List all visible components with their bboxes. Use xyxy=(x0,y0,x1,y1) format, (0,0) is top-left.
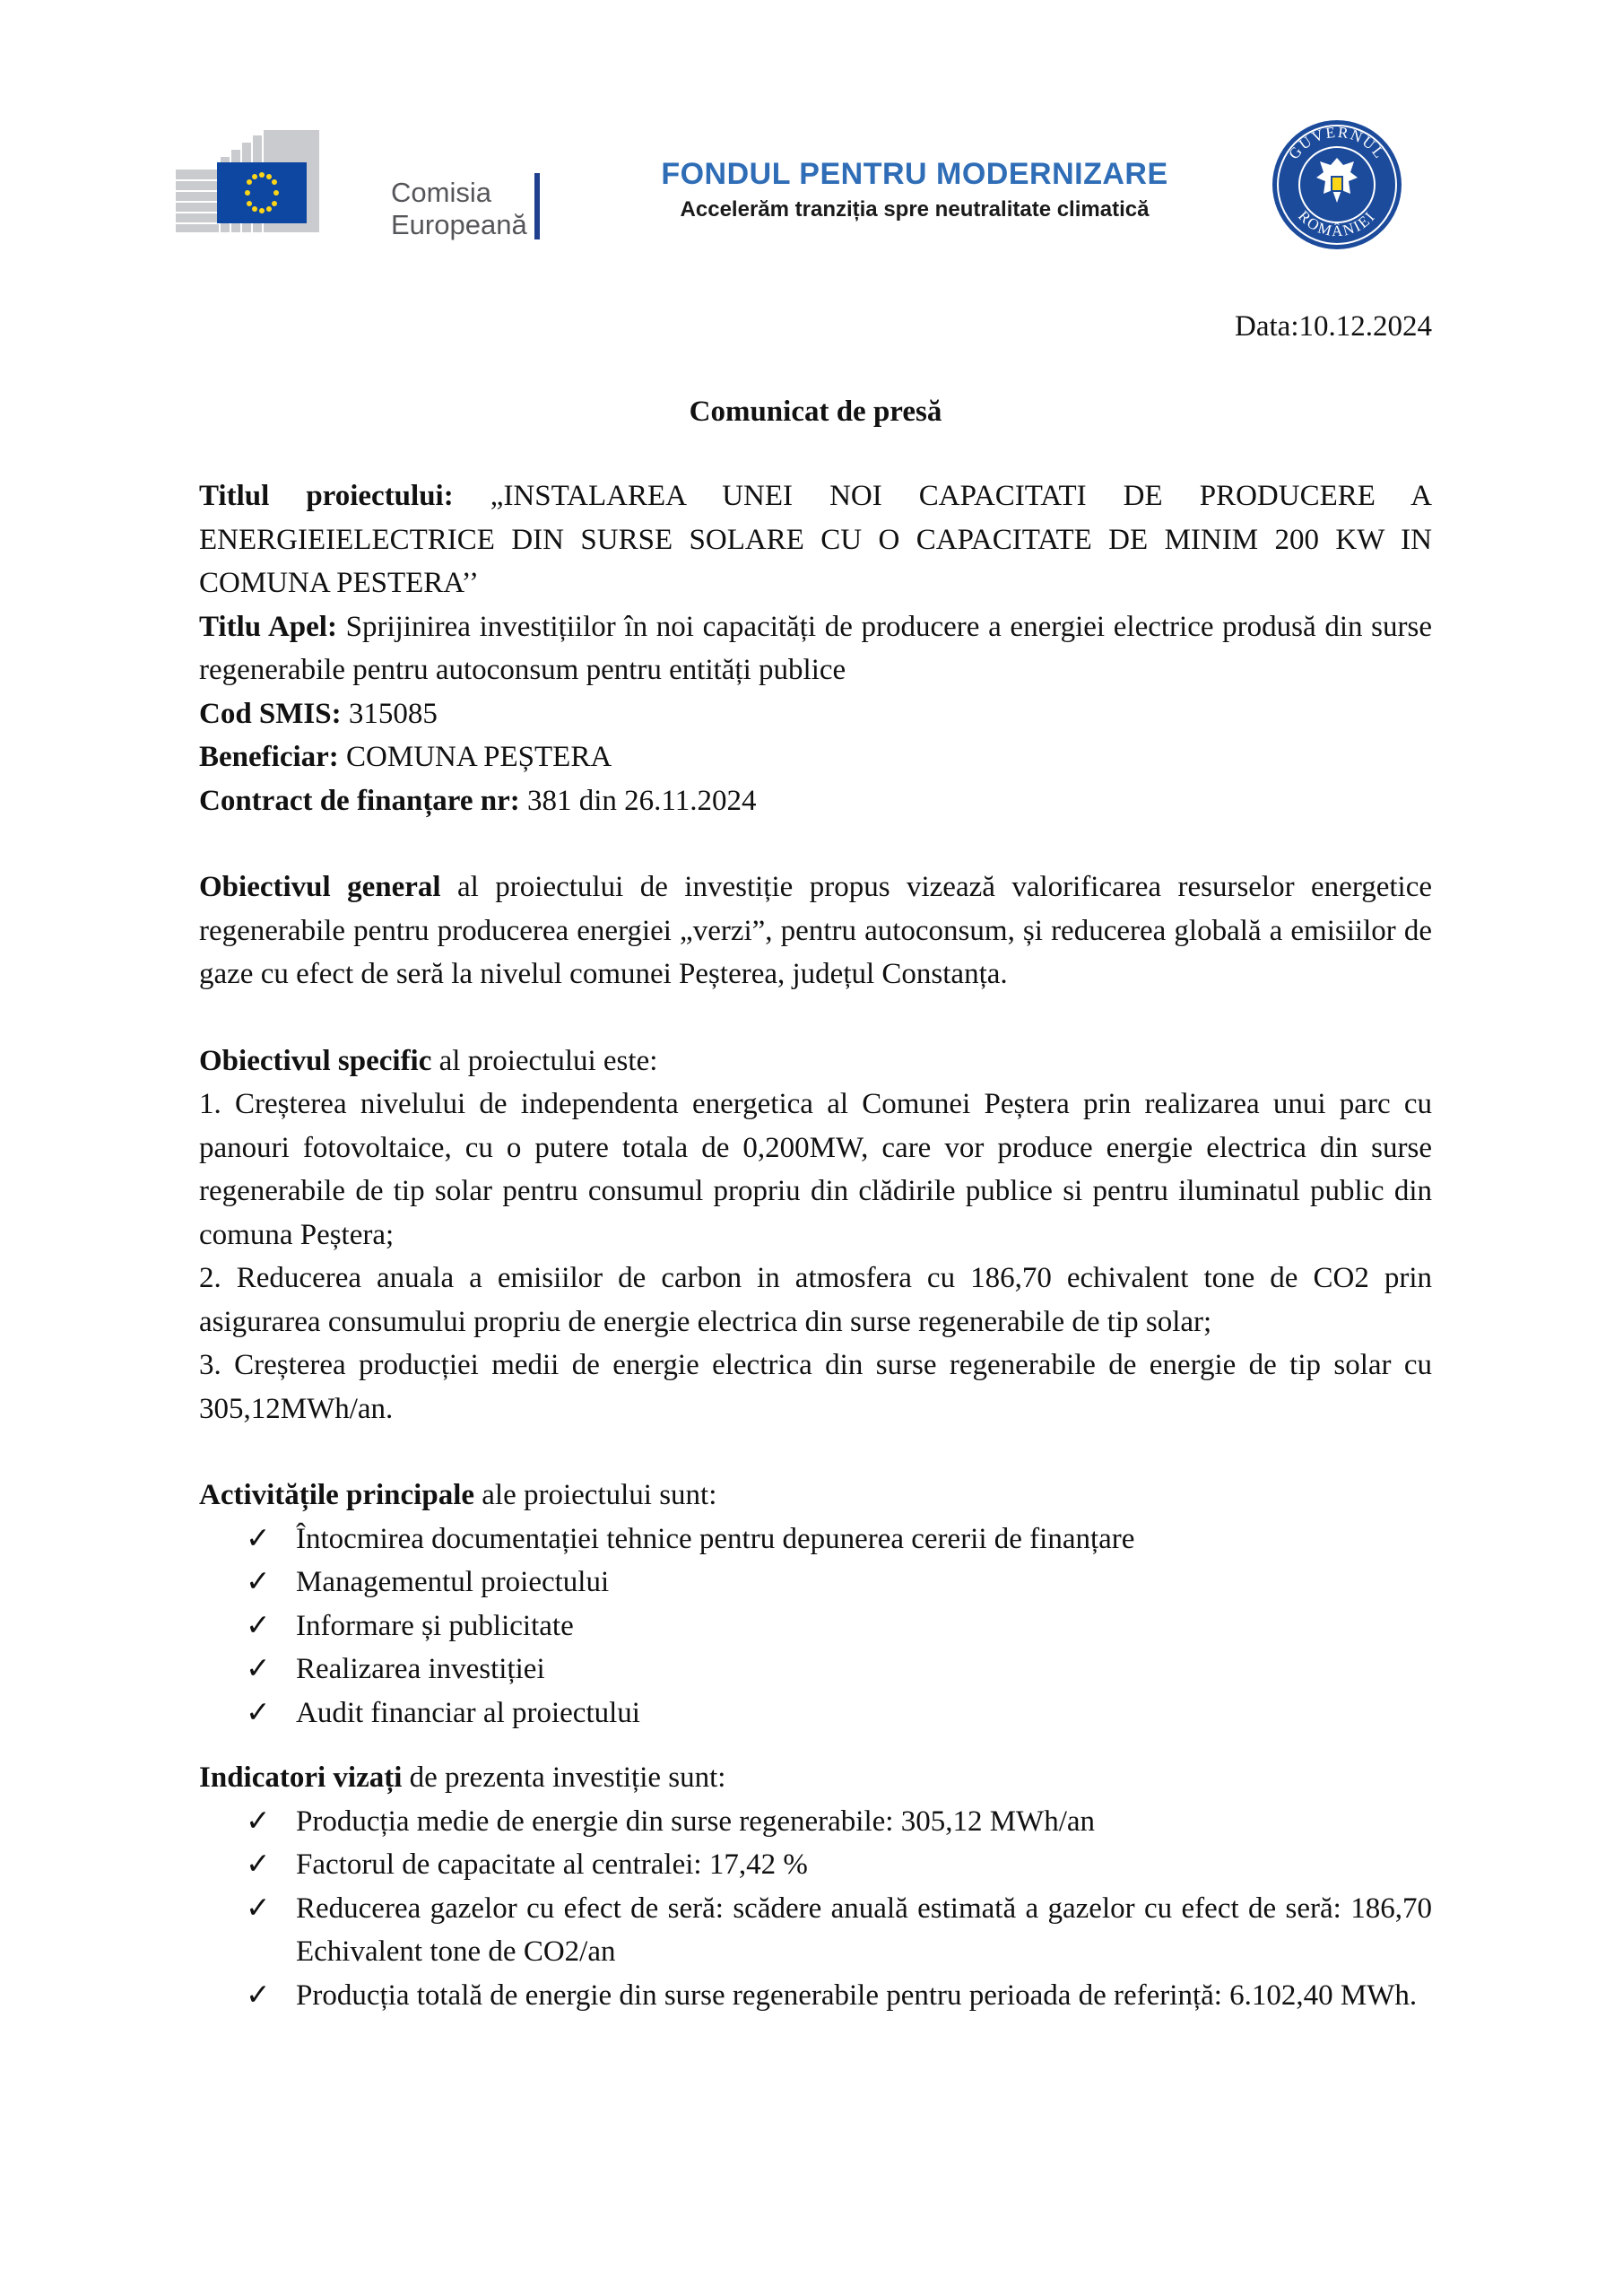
smis-label: Cod SMIS: xyxy=(199,697,342,730)
list-item xyxy=(199,1974,1432,2018)
checkmark-icon: ✓ xyxy=(246,1848,271,1881)
spacer xyxy=(199,996,1432,1039)
spacer xyxy=(199,1735,1432,1756)
document-title: Comunicat de presă xyxy=(689,395,942,428)
list-item xyxy=(199,1692,1432,1735)
specific-objective-item: 2. Reducerea anuala a emisiilor de carbon in atmosfera cu 186,70 echivalent tone de CO2 prin asigurarea consumului propriu de energie electrica din surse regenerabile de tip solar; xyxy=(199,1262,1432,1338)
project-title-value: „INSTALAREA UNEI NOI CAPACITATI DE PRODUCERE A ENERGIEIELECTRICE DIN SURSE SOLARE CU O CAPACITATE DE MINIM 200 KW IN COMUNA PESTERA’’ xyxy=(199,480,1433,599)
beneficiary-value: COMUNA PEȘTERA xyxy=(346,741,612,773)
indicator-text: Reducerea gazelor cu efect de seră: scădere anuală estimată a gazelor cu efect de seră: 186,70 Echivalent tone de CO2/an xyxy=(296,1892,1432,1968)
specific-objective-item: 1. Creșterea nivelului de independenta energetica al Comunei Peștera prin realizarea unui parc cu panouri fotovoltaice, cu o putere totala de 0,200MW, care vor produce energie electrica din surse regenerabile de tip solar pentru consumul propriu din clădirile publice si pentru iluminatul public din comuna Peștera; xyxy=(199,1088,1432,1251)
activities-list xyxy=(199,1518,1432,1735)
indicator-text: Producția totală de energie din surse regenerabile pentru perioada de referință: 6.102,40 MWh. xyxy=(296,1979,1418,2012)
indicator-text: Producția medie de energie din surse regenerabile: 305,12 MWh/an xyxy=(296,1805,1096,1838)
fund-title: FONDUL PENTRU MODERNIZARE xyxy=(661,157,1168,191)
call-title-value: Sprijinirea investițiilor în noi capacități de producere a energiei electrice produsă din surse regenerabile pentru autoconsum pentru entități publice xyxy=(199,610,1432,686)
checkmark-icon: ✓ xyxy=(246,1522,271,1555)
list-item xyxy=(199,1518,1432,1561)
general-objective-paragraph xyxy=(199,865,1432,996)
checkmark-icon: ✓ xyxy=(246,1892,271,1925)
project-title-line xyxy=(199,474,1432,605)
list-item xyxy=(199,1648,1432,1692)
activity-text: Informare și publicitate xyxy=(296,1609,574,1642)
ec-divider-bar xyxy=(534,173,540,239)
call-title-label: Titlu Apel: xyxy=(199,610,337,643)
seal-top-text: GUVERNUL xyxy=(1285,123,1389,163)
contract-line xyxy=(199,779,1432,823)
checkmark-icon: ✓ xyxy=(246,1696,271,1729)
indicators-intro: de prezenta investiție sunt: xyxy=(409,1761,726,1794)
list-item xyxy=(199,1605,1432,1648)
list-item xyxy=(199,1800,1432,1844)
document-date: Data:10.12.2024 xyxy=(1235,310,1432,343)
list-item xyxy=(199,1561,1432,1605)
spacer xyxy=(199,822,1432,865)
checkmark-icon: ✓ xyxy=(246,1609,271,1642)
ec-building-icon xyxy=(176,130,319,242)
general-objective-text: al proiectului de investiție propus vizează valorificarea resurselor energetice regenerabile pentru producerea energiei „verzi”, pentru autoconsum, și reducerea globală a emisiilor de gaze cu efect de seră la nivelul comunei Peșterea, județul Constanța. xyxy=(199,871,1433,990)
checkmark-icon: ✓ xyxy=(246,1653,271,1685)
indicators-label: Indicatori vizați xyxy=(199,1761,403,1794)
page-header xyxy=(0,0,1623,296)
activity-text: Managementul proiectului xyxy=(296,1566,610,1598)
modernisation-fund-logo xyxy=(628,154,1202,224)
list-item xyxy=(199,1887,1432,1974)
activities-label: Activitățile principale xyxy=(199,1479,475,1511)
seal-bottom-text: ROMÂNIEI xyxy=(1295,207,1379,240)
specific-objective-label: Obiectivul specific xyxy=(199,1044,432,1077)
ec-label-line1: Comisia xyxy=(391,177,491,208)
european-commission-logo xyxy=(176,130,552,247)
romanian-government-seal-icon xyxy=(1270,113,1404,257)
press-release-body xyxy=(199,305,1432,2017)
beneficiary-line xyxy=(199,735,1432,779)
checkmark-icon: ✓ xyxy=(246,1979,271,2012)
beneficiary-label: Beneficiar: xyxy=(199,741,339,773)
indicators-list xyxy=(199,1800,1432,2018)
project-title-label: Titlul proiectului: xyxy=(199,480,454,512)
call-title-line xyxy=(199,605,1432,692)
activity-text: Întocmirea documentației tehnice pentru depunerea cererii de finanțare xyxy=(296,1522,1135,1555)
activities-intro: ale proiectului sunt: xyxy=(482,1479,717,1511)
checkmark-icon: ✓ xyxy=(246,1805,271,1838)
specific-objective-item: 3. Creșterea producției medii de energie electrica din surse regenerabile de energie de tip solar cu 305,12MWh/an. xyxy=(199,1349,1432,1425)
indicator-text: Factorul de capacitate al centralei: 17,42 % xyxy=(296,1848,808,1881)
general-objective-label: Obiectivul general xyxy=(199,871,441,903)
smis-line xyxy=(199,692,1432,736)
fund-subtitle: Accelerăm tranziția spre neutralitate climatică xyxy=(680,197,1150,222)
activity-text: Audit financiar al proiectului xyxy=(296,1696,640,1729)
indicators-heading xyxy=(199,1756,1432,1800)
specific-objective-intro: al proiectului este: xyxy=(438,1044,658,1077)
spacer xyxy=(199,1431,1432,1474)
contract-label: Contract de finanțare nr: xyxy=(199,784,520,817)
list-item xyxy=(199,1843,1432,1887)
checkmark-icon: ✓ xyxy=(246,1566,271,1598)
activity-text: Realizarea investiției xyxy=(296,1653,545,1685)
smis-value: 315085 xyxy=(348,697,438,730)
contract-value: 381 din 26.11.2024 xyxy=(527,784,757,817)
ec-label-line2: Europeană xyxy=(391,209,527,240)
activities-heading xyxy=(199,1474,1432,1518)
specific-objective-heading xyxy=(199,1039,1432,1083)
ec-label xyxy=(391,177,543,241)
